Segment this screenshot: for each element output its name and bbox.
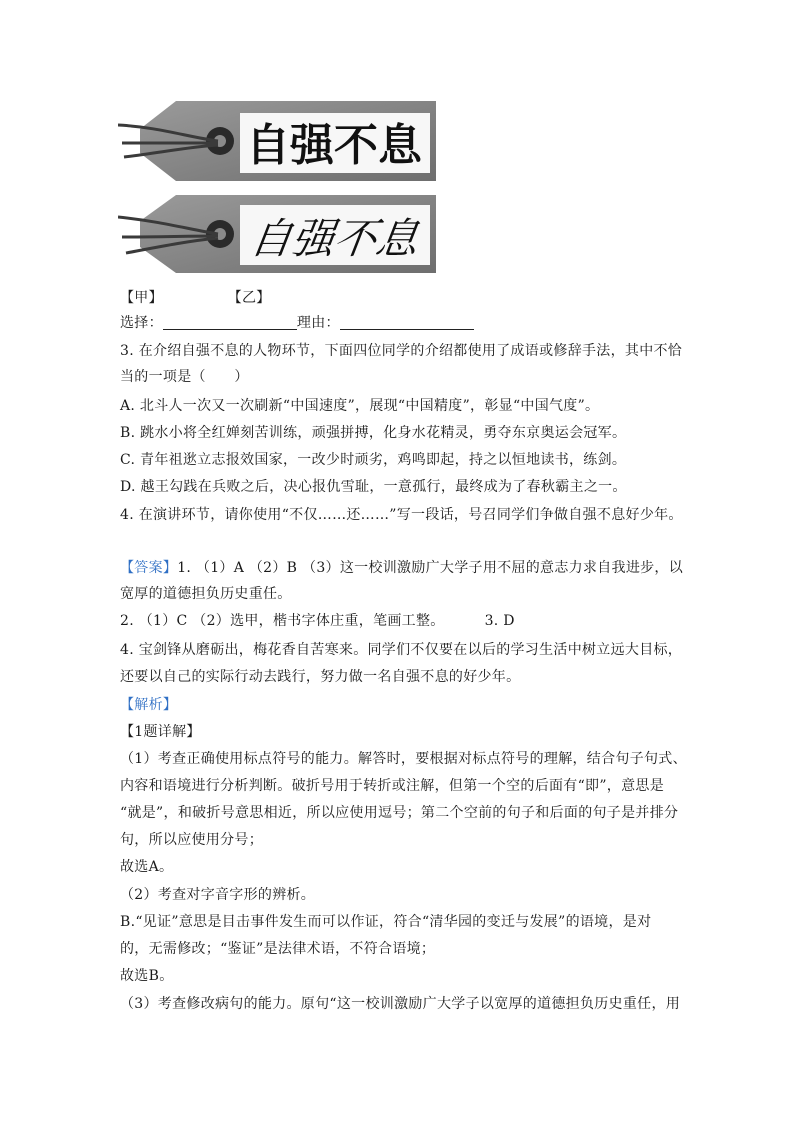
- analysis-tag: 【解析】: [120, 697, 178, 713]
- select-label: 选择：: [120, 315, 163, 331]
- analysis-line: 内容和语境进行分析判断。破折号用于转折或注解，但第一个空的后面有“即”，意思是: [120, 778, 665, 794]
- analysis-line: 故选B。: [120, 968, 174, 984]
- q3-stem-line2: 当的一项是（ ）: [120, 369, 249, 385]
- analysis-line: （2）考查对字音字形的辨析。: [120, 887, 316, 903]
- calligraphy-tags-figure: [118, 97, 440, 277]
- analysis-line: 的，无需修改；“鉴证”是法律术语，不符合语境；: [120, 941, 436, 957]
- analysis-section1: 【1题详解】: [120, 724, 201, 740]
- q3-option-a: A. 北斗人一次又一次刷新“中国速度”，展现“中国精度”，彰显“中国气度”。: [120, 398, 600, 414]
- tag-bottom-running-script: [118, 195, 436, 273]
- reason-blank[interactable]: [340, 315, 474, 330]
- analysis-line: “就是”，和破折号意思相近，所以应使用逗号；第二个空前的句子和后面的句子是并排分: [120, 805, 679, 821]
- tag-bottom-text: 自强不息: [246, 214, 422, 263]
- tag-top-regular-script: [118, 101, 436, 181]
- answer-line5: 还要以自己的实际行动去践行，努力做一名自强不息的好少年。: [120, 669, 521, 685]
- answer-line1: 【答案】1. （1）A （2）B （3）这一校训激励广大学子用不屈的意志力求自我进步，以: [120, 560, 684, 576]
- analysis-line: 故选A。: [120, 859, 174, 875]
- q4-stem: 4. 在演讲环节，请你使用“不仅……还……”写一段话，号召同学们争做自强不息好少年。: [120, 507, 683, 523]
- label-jia: 【甲】: [120, 290, 163, 306]
- q3-option-b: B. 跳水小将全红婵刻苦训练，顽强拼搏，化身水花精灵，勇夺东京奥运会冠军。: [120, 425, 627, 441]
- select-blank[interactable]: [163, 315, 297, 330]
- reason-label: 理由：: [296, 315, 340, 331]
- analysis-line: B.“见证”意思是目击事件发生而可以作证，符合“清华园的变迁与发展”的语境，是对: [120, 914, 652, 930]
- analysis-line: （3）考查修改病句的能力。原句“这一校训激励广大学子以宽厚的道德担负历史重任，用: [120, 996, 681, 1012]
- answer-line4: 4. 宝剑锋从磨砺出，梅花香自苦寒来。同学们不仅要在以后的学习生活中树立远大目标，: [120, 642, 683, 658]
- answer-line3: 2. （1）C （2）选甲，楷书字体庄重，笔画工整。 3. D: [120, 613, 515, 629]
- tag-top-text: 自强不息: [246, 120, 422, 171]
- answer-line2: 宽厚的道德担负历史重任。: [120, 586, 292, 602]
- figure-labels: [120, 288, 271, 308]
- q3-stem-line1: 3. 在介绍自强不息的人物环节，下面四位同学的介绍都使用了成语或修辞手法，其中不恰: [120, 343, 683, 359]
- select-reason-row: [120, 313, 474, 333]
- analysis-line: 句，所以应使用分号；: [120, 832, 263, 848]
- q3-option-c: C. 青年祖逖立志报效国家，一改少时顽劣，鸡鸣即起，持之以恒地读书，练剑。: [120, 452, 627, 468]
- label-yi: 【乙】: [227, 290, 271, 306]
- analysis-line: （1）考查正确使用标点符号的能力。解答时，要根据对标点符号的理解，结合句子句式、: [120, 751, 687, 767]
- q3-option-d: D. 越王勾践在兵败之后，决心报仇雪耻，一意孤行，最终成为了春秋霸主之一。: [120, 479, 627, 495]
- answer-tag: 【答案】: [120, 560, 178, 576]
